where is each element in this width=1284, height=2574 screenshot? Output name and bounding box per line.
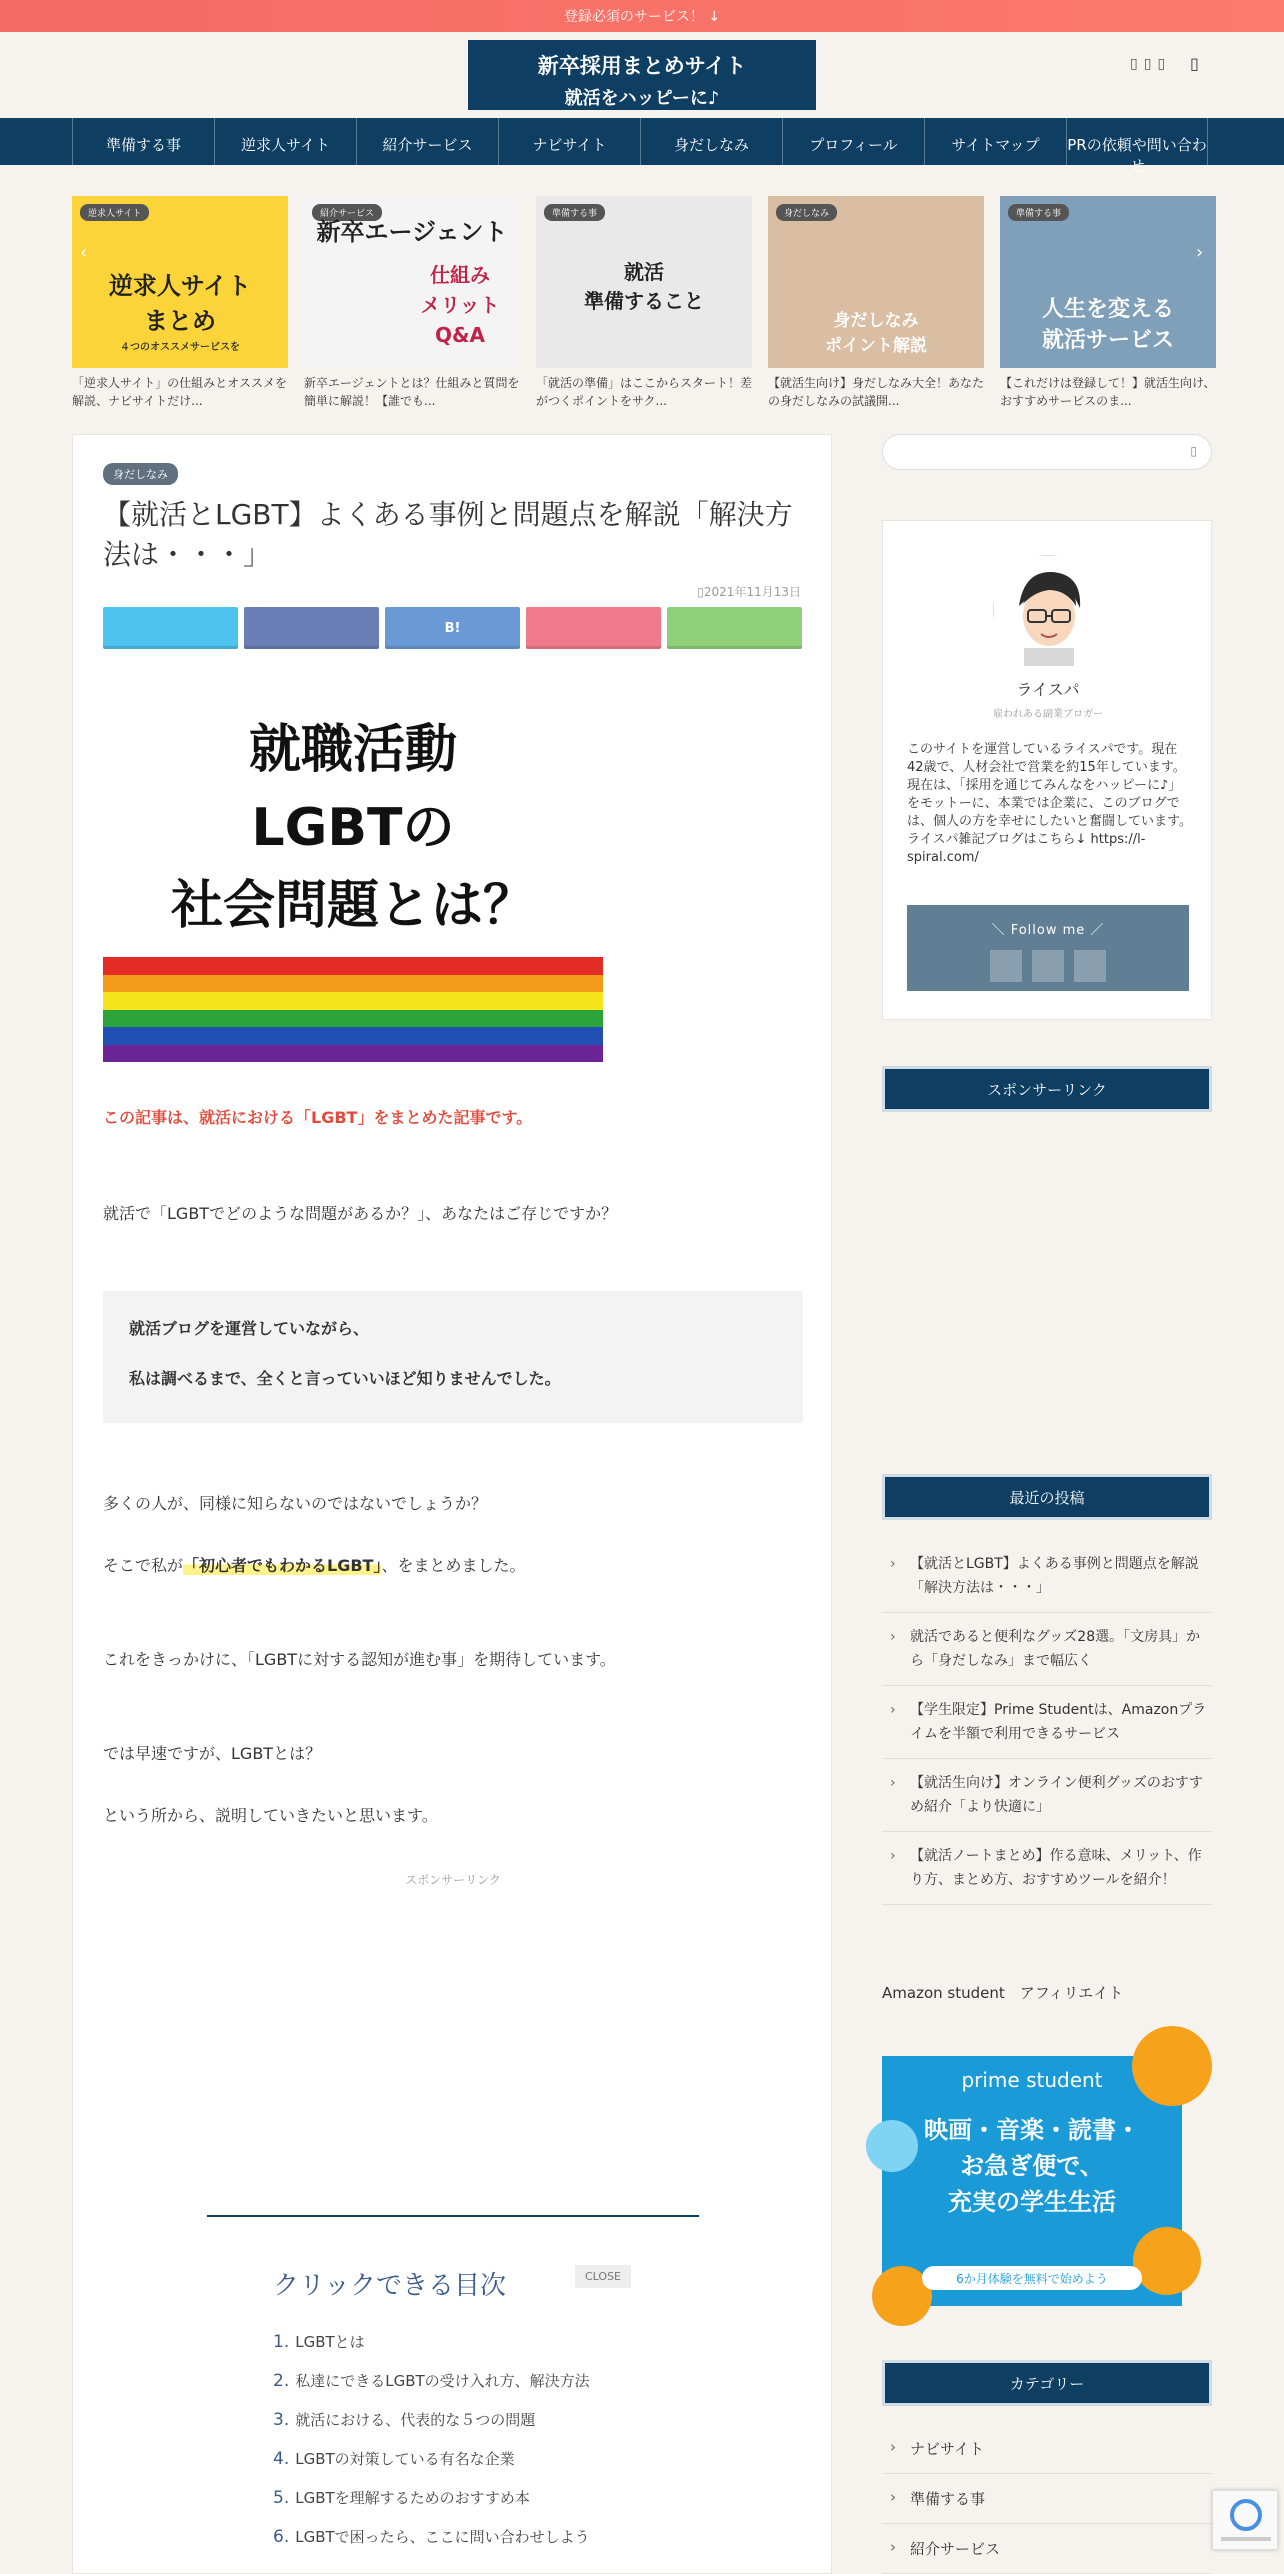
article-date: ▯2021年11月13日 — [697, 585, 801, 599]
nav-item-3[interactable]: ナビサイト — [498, 118, 640, 165]
article-main — [72, 434, 832, 2574]
card-subheading: ４つのオススメサービスを — [120, 342, 240, 353]
carousel-card[interactable] — [768, 196, 984, 410]
follow-label: ＼ Follow me ／ — [991, 923, 1105, 938]
nav-item-2[interactable]: 紹介サービス — [356, 118, 498, 165]
toc-item-number: 5. — [273, 2488, 290, 2508]
quote-line-1: 就活ブログを運営していながら、 — [129, 1319, 370, 1338]
toc-divider — [207, 2215, 699, 2217]
card-heading: 身だしなみ ポイント解説 — [825, 311, 927, 356]
category-link[interactable]: › 準備する事 — [882, 2474, 1212, 2524]
share-pocket-button[interactable] — [526, 607, 661, 649]
carousel-card[interactable] — [1000, 196, 1216, 410]
card-tag: 紹介サービス — [312, 204, 382, 221]
card-heading: 新卒エージェント — [316, 218, 508, 246]
featured-carousel — [72, 196, 1216, 416]
nav-item-5[interactable]: プロフィール — [782, 118, 924, 165]
card-tag: 逆求人サイト — [80, 204, 149, 221]
category-link[interactable]: › 紹介サービス — [882, 2524, 1212, 2574]
header-social-icons — [1130, 56, 1165, 72]
site-header — [0, 32, 1284, 118]
recent-post-link[interactable]: › 【就活生向け】オンライン便利グッズのおすすめ紹介「より快適に」 — [882, 1759, 1212, 1832]
article-hero-image — [103, 697, 603, 1047]
toc-item[interactable] — [273, 2370, 590, 2409]
search-icon[interactable]: ▯ — [1190, 54, 1199, 73]
category-badge[interactable]: 身だしなみ — [103, 463, 178, 485]
site-logo[interactable] — [468, 40, 816, 110]
paragraph-6: という所から、説明していきたいと思います。 — [103, 1806, 438, 1825]
follow-box — [907, 905, 1189, 991]
profile-widget — [882, 520, 1212, 1020]
toc-item[interactable] — [273, 2487, 590, 2526]
carousel-prev-icon[interactable]: ‹ — [80, 242, 88, 263]
highlight-text: 「初心者でもわかるLGBT」 — [183, 1556, 382, 1575]
toc-item[interactable] — [273, 2331, 590, 2370]
hero-line-3: 社会問題とは？ — [170, 876, 535, 936]
recent-post-link[interactable]: › 【就活ノートまとめ】作る意味、メリット、作り方、まとめ方、おすすめツールを紹介！ — [882, 1832, 1212, 1905]
toc-close-button[interactable]: CLOSE — [575, 2265, 631, 2288]
facebook-icon[interactable] — [1032, 950, 1064, 982]
lead-text: この記事は、就活における「LGBT」をまとめた記事です。 — [103, 1108, 533, 1127]
nav-item-6[interactable]: サイトマップ — [924, 118, 1066, 165]
toc-item-number: 2. — [273, 2371, 290, 2391]
article-title: 【就活とLGBT】よくある事例と問題点を解説「解決方法は・・・」 — [103, 498, 793, 571]
category-heading: カテゴリー — [882, 2360, 1212, 2406]
instagram-icon[interactable] — [1074, 950, 1106, 982]
amazon-widget-title: Amazon student アフィリエイト — [882, 1984, 1124, 2002]
hero-line-1: 就職活動 — [248, 720, 457, 780]
card-caption[interactable]: 【これだけは登録して！】就活生向け、おすすめサービスのま... — [1000, 376, 1216, 408]
category-list — [882, 2424, 1212, 2574]
toc-item-number: 3. — [273, 2410, 290, 2430]
card-subheading: 仕組み メリット Q&A — [420, 263, 500, 347]
prime-student-banner[interactable] — [882, 2056, 1182, 2306]
card-tag: 準備する事 — [1008, 204, 1069, 221]
nav-item-7[interactable]: PRの依頼や問い合わせ — [1066, 118, 1208, 165]
card-caption[interactable]: 新卒エージェントとは？仕組みと質問を簡単に解説！【誰でも... — [304, 376, 520, 408]
toc-item[interactable] — [273, 2526, 590, 2565]
prime-headline: 映画・音楽・読書・ お急ぎ便で、 充実の学生生活 — [924, 2116, 1140, 2216]
card-caption[interactable]: 「就活の準備」はここからスタート！差がつくポイントをサク... — [536, 376, 753, 408]
toc-item[interactable] — [273, 2409, 590, 2448]
share-twitter-button[interactable] — [103, 607, 238, 649]
prime-cta[interactable]: 6か月体験を無料で始めよう — [922, 2266, 1142, 2290]
card-caption[interactable]: 【就活生向け】身だしなみ大全！あなたの身だしなみの試議開... — [768, 376, 985, 408]
paragraph-3: そこで私が「初心者でもわかるLGBT」、をまとめました。 — [103, 1556, 526, 1575]
recent-post-link[interactable]: › 【就活とLGBT】よくある事例と問題点を解説「解決方法は・・・」 — [882, 1540, 1212, 1613]
card-thumbnail[interactable] — [536, 196, 752, 368]
carousel-next-icon[interactable]: › — [1196, 242, 1204, 263]
recent-posts-heading: 最近の投稿 — [882, 1474, 1212, 1520]
toc-item-text[interactable]: LGBTで困ったら、ここに問い合わせしよう — [295, 2528, 590, 2546]
card-tag: 準備する事 — [544, 204, 605, 221]
recent-posts-list — [882, 1540, 1212, 1905]
logo-line1: 新卒採用まとめサイト — [537, 54, 747, 78]
sponsor-heading: スポンサーリンク — [882, 1066, 1212, 1112]
card-thumbnail[interactable] — [72, 196, 288, 368]
main-nav — [0, 118, 1284, 175]
share-facebook-button[interactable] — [244, 607, 379, 649]
notice-text: 登録必須のサービス！ ↓ — [563, 9, 721, 25]
toc-item-text[interactable]: 私達にできるLGBTの受け入れ方、解決方法 — [295, 2372, 590, 2390]
instagram-icon[interactable]: ▯ — [1157, 56, 1166, 72]
recent-post-link[interactable]: › 【学生限定】Prime Studentは、Amazonプライムを半額で利用できるサービス — [882, 1686, 1212, 1759]
profile-name: ライスパ — [1016, 680, 1080, 699]
quote-line-2: 私は調べるまで、全くと言っていいほど知りませんでした。 — [129, 1369, 561, 1388]
paragraph-4: これをきっかけに、「LGBTに対する認知が進む事」を期待しています。 — [103, 1650, 616, 1669]
toc-item-text[interactable]: LGBTとは — [295, 2333, 365, 2351]
card-heading: 逆求人サイト まとめ — [108, 272, 252, 335]
toc-item[interactable] — [273, 2448, 590, 2487]
twitter-icon[interactable] — [990, 950, 1022, 982]
card-thumbnail[interactable] — [768, 196, 984, 368]
category-link[interactable]: › ナビサイト — [882, 2424, 1212, 2474]
hero-line-2: LGBTの — [251, 798, 455, 858]
facebook-icon[interactable]: ▯ — [1143, 56, 1152, 72]
profile-description: このサイトを運営しているライスパです。現在42歳で、人材会社で営業を約15年しています。現在は、「採用を通じてみんなをハッピーに♪」をモットーに、本業では企業に、このブログでは、個人の方を幸せにしたいと奮闘しています。 ライスパ雑記ブログはこちら↓ https://l-spiral.com/ — [907, 742, 1192, 865]
card-heading: 就活 準備すること — [584, 260, 704, 313]
card-thumbnail[interactable] — [304, 196, 520, 368]
avatar — [993, 555, 1103, 665]
toc-list — [273, 2331, 590, 2565]
paragraph-5: では早速ですが、LGBTとは？ — [103, 1744, 322, 1763]
search-icon[interactable]: ▯ — [1190, 444, 1197, 458]
recaptcha-badge[interactable] — [1212, 2490, 1278, 2550]
card-tag: 身だしなみ — [776, 204, 837, 221]
carousel-card[interactable] — [304, 196, 520, 410]
share-line-button[interactable] — [667, 607, 802, 649]
top-notice-bar[interactable] — [0, 0, 1284, 32]
nav-item-4[interactable]: 身だしなみ — [640, 118, 782, 165]
card-caption[interactable]: 「逆求人サイト」の仕組みとオススメを解説、ナビサイトだけ... — [72, 376, 288, 408]
prime-brand: prime student — [961, 2068, 1103, 2092]
toc-item-text[interactable]: LGBTを理解するためのおすすめ本 — [295, 2489, 530, 2507]
card-heading: 人生を変える 就活サービス — [1041, 297, 1174, 353]
rainbow-flag — [103, 957, 603, 1062]
carousel-card[interactable] — [536, 196, 752, 410]
twitter-icon[interactable]: ▯ — [1130, 56, 1138, 72]
sponsor-label: スポンサーリンク — [405, 1873, 501, 1887]
card-thumbnail[interactable] — [1000, 196, 1216, 368]
clock-icon: ▯ — [697, 585, 704, 599]
paragraph-1: 就活で「LGBTでどのような問題があるか？」、あなたはご存じですか？ — [103, 1204, 618, 1223]
toc-item-text[interactable]: LGBTの対策している有名な企業 — [295, 2450, 515, 2468]
sidebar-search-input[interactable] — [882, 434, 1212, 470]
toc-item-text[interactable]: 就活における、代表的な５つの問題 — [295, 2411, 536, 2429]
nav-item-0[interactable]: 準備する事 — [72, 118, 214, 165]
toc-title: クリックできる目次 — [273, 2271, 506, 2301]
carousel-card[interactable] — [72, 196, 288, 410]
nav-item-1[interactable]: 逆求人サイト — [214, 118, 356, 165]
profile-subtitle: 雇われある副業ブロガー — [993, 709, 1103, 720]
share-buttons — [103, 607, 802, 649]
quote-box — [103, 1291, 803, 1423]
recent-post-link[interactable]: › 就活であると便利なグッズ28選。「文房具」から「身だしなみ」まで幅広く — [882, 1613, 1212, 1686]
toc-item-number: 6. — [273, 2527, 290, 2547]
logo-line2: 就活をハッピーに♪ — [564, 88, 720, 109]
toc-item-number: 1. — [273, 2332, 290, 2352]
paragraph-2: 多くの人が、同様に知らないのではないでしょうか？ — [103, 1494, 488, 1513]
toc-item-number: 4. — [273, 2449, 290, 2469]
share-hatena-button[interactable]: B! — [385, 607, 520, 649]
